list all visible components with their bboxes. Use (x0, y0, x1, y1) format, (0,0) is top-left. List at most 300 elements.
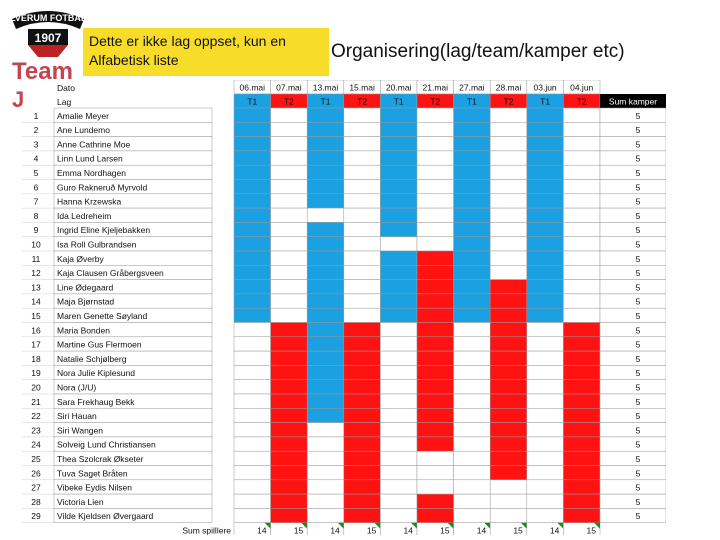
match-cell (454, 337, 491, 351)
match-cell (307, 122, 344, 136)
player-sum-cell (600, 494, 666, 508)
match-cell (344, 222, 381, 236)
player-sum: 5 (635, 511, 641, 522)
player-sum: 5 (635, 182, 641, 193)
player-sum: 5 (635, 411, 641, 422)
team-header-label: T2 (357, 96, 368, 107)
match-cell (307, 451, 344, 465)
match-cell (417, 408, 454, 422)
match-cell (234, 451, 271, 465)
match-cell (234, 394, 271, 408)
match-cell (344, 408, 381, 422)
player-name: Nora Julie Kiplesund (57, 368, 135, 379)
logo-year: 1907 (34, 31, 62, 45)
match-cell (234, 108, 271, 122)
match-cell (307, 137, 344, 151)
player-number: 1 (33, 110, 39, 121)
player-sum-cell (600, 151, 666, 165)
match-cell (271, 408, 308, 422)
match-cell (527, 251, 564, 265)
match-cell (380, 451, 417, 465)
match-cell (307, 408, 344, 422)
match-cell (380, 137, 417, 151)
match-cell (527, 308, 564, 322)
player-name: Martine Gus Flermoen (57, 339, 142, 350)
match-cell (454, 122, 491, 136)
match-cell (563, 394, 600, 408)
match-cell (563, 365, 600, 379)
match-cell (527, 508, 564, 522)
match-cell (490, 408, 527, 422)
team-header-label: T1 (393, 96, 404, 107)
logo-top-text: ELVERUM FOTBALL (6, 13, 90, 23)
player-sum-cell (600, 451, 666, 465)
match-cell (271, 137, 308, 151)
player-sum: 5 (635, 225, 641, 236)
date-header-15.mai: 15.mai (349, 82, 375, 93)
match-cell (344, 237, 381, 251)
match-cell (417, 180, 454, 194)
team-header-label: T2 (430, 96, 441, 107)
match-cell (307, 294, 344, 308)
match-cell (307, 280, 344, 294)
match-cell (344, 337, 381, 351)
match-cell (380, 294, 417, 308)
player-number: 24 (31, 439, 41, 450)
match-cell (380, 280, 417, 294)
match-cell (234, 508, 271, 522)
match-cell (380, 222, 417, 236)
match-cell (527, 337, 564, 351)
player-sum-cell (600, 408, 666, 422)
match-cell (234, 437, 271, 451)
match-cell (307, 351, 344, 365)
sum-players-label: Sum spilllere (182, 525, 231, 535)
match-cell (454, 437, 491, 451)
player-name: Sara Frekhaug Bekk (57, 396, 135, 407)
match-cell (454, 451, 491, 465)
match-cell (234, 308, 271, 322)
player-name: Hanna Krzewska (57, 196, 122, 207)
match-cell (563, 437, 600, 451)
total-value: 15 (513, 525, 523, 535)
match-cell (417, 208, 454, 222)
match-cell (563, 323, 600, 337)
match-cell (454, 351, 491, 365)
player-sum-cell (600, 437, 666, 451)
match-cell (527, 394, 564, 408)
match-cell (454, 466, 491, 480)
match-cell (344, 180, 381, 194)
match-cell (271, 251, 308, 265)
match-cell (417, 508, 454, 522)
match-cell (527, 323, 564, 337)
player-name: Isa Roll Gulbrandsen (57, 239, 137, 250)
match-cell (563, 165, 600, 179)
match-cell (271, 337, 308, 351)
match-cell (490, 494, 527, 508)
match-cell (417, 294, 454, 308)
match-cell (234, 494, 271, 508)
match-cell (563, 122, 600, 136)
match-cell (271, 394, 308, 408)
match-cell (344, 194, 381, 208)
match-cell (307, 165, 344, 179)
team-word: Team (12, 58, 73, 85)
match-cell (490, 165, 527, 179)
match-cell (344, 108, 381, 122)
player-sum-cell (600, 394, 666, 408)
player-name: Maren Genette Søyland (57, 311, 148, 321)
player-sum: 5 (635, 353, 641, 364)
player-sum-cell (600, 423, 666, 437)
player-sum-cell (600, 165, 666, 179)
date-header-28.mai: 28.mai (495, 82, 522, 93)
player-sum-cell (600, 351, 666, 365)
match-cell (234, 265, 271, 279)
player-name: Siri Wangen (57, 425, 103, 436)
match-cell (417, 351, 454, 365)
player-sum-cell (600, 280, 666, 294)
player-name: Ida Ledreheim (57, 210, 112, 221)
match-cell (454, 480, 491, 494)
match-cell (454, 380, 491, 394)
match-cell (344, 423, 381, 437)
match-cell (271, 194, 308, 208)
match-cell (234, 251, 271, 265)
match-cell (271, 180, 308, 194)
match-cell (307, 480, 344, 494)
match-cell (380, 408, 417, 422)
player-name: Ingrid Eline Kjeljebakken (57, 225, 151, 236)
match-cell (344, 480, 381, 494)
match-cell (563, 108, 600, 122)
match-cell (454, 323, 491, 337)
player-name: Victoria Lien (57, 496, 104, 507)
match-cell (307, 394, 344, 408)
match-cell (490, 451, 527, 465)
match-cell (380, 437, 417, 451)
match-cell (527, 494, 564, 508)
match-cell (344, 265, 381, 279)
match-cell (490, 137, 527, 151)
match-cell (380, 351, 417, 365)
match-cell (344, 294, 381, 308)
match-cell (563, 137, 600, 151)
match-cell (307, 251, 344, 265)
match-cell (271, 280, 308, 294)
match-cell (563, 194, 600, 208)
match-cell (344, 151, 381, 165)
player-name: Maria Bonden (57, 325, 110, 336)
match-cell (454, 308, 491, 322)
match-cell (563, 466, 600, 480)
match-cell (563, 351, 600, 365)
match-cell (307, 508, 344, 522)
match-cell (234, 466, 271, 480)
match-cell (490, 194, 527, 208)
match-cell (490, 394, 527, 408)
player-number: 14 (31, 296, 41, 307)
player-number: 7 (33, 196, 39, 207)
match-cell (307, 180, 344, 194)
match-cell (344, 380, 381, 394)
match-cell (234, 365, 271, 379)
match-cell (490, 108, 527, 122)
player-number: 22 (31, 411, 41, 422)
match-cell (490, 222, 527, 236)
total-value: 14 (330, 525, 340, 535)
date-header-20.mai: 20.mai (385, 82, 412, 93)
match-cell (271, 508, 308, 522)
match-cell (563, 265, 600, 279)
match-cell (380, 337, 417, 351)
match-cell (454, 394, 491, 408)
match-cell (490, 237, 527, 251)
match-cell (344, 308, 381, 322)
match-cell (380, 394, 417, 408)
match-cell (271, 151, 308, 165)
match-cell (344, 351, 381, 365)
team-second-line: J (12, 87, 25, 112)
match-cell (234, 380, 271, 394)
roster-spreadsheet (22, 80, 666, 535)
match-cell (527, 466, 564, 480)
slide-title: Organisering(lag/team/kamper etc) (331, 41, 625, 62)
match-cell (454, 108, 491, 122)
player-name: Vilde Kjeldsen Øvergaard (57, 511, 154, 522)
match-cell (563, 280, 600, 294)
player-sum: 5 (635, 311, 641, 321)
player-sum: 5 (635, 268, 641, 279)
player-sum-cell (600, 237, 666, 251)
match-cell (490, 265, 527, 279)
match-cell (307, 365, 344, 379)
player-sum: 5 (635, 425, 641, 436)
player-number: 26 (31, 468, 41, 479)
player-sum: 5 (635, 125, 641, 136)
match-cell (271, 351, 308, 365)
match-cell (307, 437, 344, 451)
player-name: Nora (J/U) (57, 382, 97, 393)
team-header-label: T2 (283, 96, 294, 107)
match-cell (454, 222, 491, 236)
match-cell (490, 466, 527, 480)
match-cell (527, 451, 564, 465)
match-cell (380, 365, 417, 379)
sum-header-label: Sum kamper (608, 96, 658, 107)
match-cell (417, 437, 454, 451)
match-cell (454, 508, 491, 522)
match-cell (563, 337, 600, 351)
player-number: 12 (31, 268, 41, 279)
match-cell (527, 180, 564, 194)
match-cell (490, 380, 527, 394)
match-cell (490, 337, 527, 351)
match-cell (307, 466, 344, 480)
total-value: 14 (476, 525, 487, 535)
match-cell (344, 165, 381, 179)
match-cell (527, 122, 564, 136)
match-cell (271, 480, 308, 494)
total-value: 15 (293, 525, 304, 535)
match-cell (490, 437, 527, 451)
player-sum: 5 (635, 139, 641, 150)
player-number: 13 (31, 282, 41, 293)
player-name: Siri Hauan (57, 411, 97, 422)
match-cell (344, 208, 381, 222)
player-sum: 5 (635, 396, 641, 407)
match-cell (417, 280, 454, 294)
total-value: 15 (366, 525, 377, 535)
match-cell (454, 137, 491, 151)
match-cell (380, 323, 417, 337)
club-logo (6, 5, 90, 59)
match-cell (344, 122, 381, 136)
match-cell (307, 208, 344, 222)
match-cell (271, 294, 308, 308)
match-cell (307, 194, 344, 208)
match-cell (380, 208, 417, 222)
match-cell (527, 408, 564, 422)
date-header-06.mai: 06.mai (239, 82, 266, 93)
player-number: 5 (33, 168, 39, 178)
match-cell (417, 122, 454, 136)
match-cell (234, 480, 271, 494)
match-cell (380, 494, 417, 508)
player-number: 2 (33, 125, 39, 136)
match-cell (454, 423, 491, 437)
player-number: 28 (31, 496, 41, 507)
date-header-04.jun: 04.jun (570, 82, 594, 93)
match-cell (527, 280, 564, 294)
match-cell (454, 194, 491, 208)
player-sum-cell (600, 265, 666, 279)
callout-line-1: Dette er ikke lag oppset, kun en (89, 33, 286, 49)
player-sum: 5 (635, 368, 641, 379)
match-cell (527, 165, 564, 179)
match-cell (271, 208, 308, 222)
match-cell (417, 137, 454, 151)
team-header-label: T2 (576, 96, 587, 107)
match-cell (417, 337, 454, 351)
match-cell (417, 380, 454, 394)
player-sum-cell (600, 222, 666, 236)
match-cell (271, 165, 308, 179)
player-name: Emma Nordhagen (57, 168, 126, 178)
match-cell (344, 251, 381, 265)
match-cell (490, 180, 527, 194)
date-header-07.mai: 07.mai (276, 82, 302, 93)
match-cell (490, 280, 527, 294)
player-name: Natalie Schjølberg (57, 353, 127, 364)
player-number: 29 (31, 511, 41, 522)
player-number: 19 (31, 368, 41, 379)
match-cell (490, 423, 527, 437)
match-cell (454, 365, 491, 379)
match-cell (563, 251, 600, 265)
player-sum-cell (600, 365, 666, 379)
match-cell (527, 265, 564, 279)
match-cell (454, 280, 491, 294)
player-number: 16 (31, 325, 41, 336)
match-cell (454, 237, 491, 251)
player-sum: 5 (635, 110, 641, 121)
player-name: Solveig Lund Christiansen (57, 439, 156, 450)
match-cell (234, 180, 271, 194)
player-name: Thea Szolcrak Økseter (57, 454, 144, 464)
match-cell (344, 365, 381, 379)
match-cell (380, 508, 417, 522)
match-cell (307, 222, 344, 236)
player-name: Vibeke Eydis Nilsen (57, 482, 132, 493)
match-cell (527, 222, 564, 236)
player-sum: 5 (635, 339, 641, 350)
match-cell (271, 466, 308, 480)
player-sum-cell (600, 194, 666, 208)
player-sum-cell (600, 137, 666, 151)
date-header-21.mai: 21.mai (422, 82, 449, 93)
match-cell (234, 323, 271, 337)
match-cell (490, 508, 527, 522)
match-cell (527, 237, 564, 251)
player-number: 10 (31, 239, 41, 250)
match-cell (417, 108, 454, 122)
match-cell (417, 423, 454, 437)
player-name: Linn Lund Larsen (57, 153, 123, 164)
player-sum-cell (600, 323, 666, 337)
player-name: Kaja Clausen Gråbergsveen (57, 268, 164, 279)
match-cell (417, 251, 454, 265)
match-cell (380, 251, 417, 265)
match-cell (527, 137, 564, 151)
player-sum-cell (600, 208, 666, 222)
match-cell (563, 222, 600, 236)
match-cell (380, 308, 417, 322)
match-cell (307, 151, 344, 165)
player-sum: 5 (635, 496, 641, 507)
player-sum-cell (600, 337, 666, 351)
match-cell (380, 237, 417, 251)
label-dato: Dato (57, 83, 75, 93)
player-number: 8 (33, 210, 39, 221)
player-number: 9 (33, 225, 39, 236)
callout-line-2: Alfabetisk liste (89, 52, 179, 68)
player-sum: 5 (635, 382, 641, 393)
team-header-label: T1 (320, 96, 331, 107)
player-number: 6 (33, 182, 39, 193)
match-cell (417, 265, 454, 279)
match-cell (454, 151, 491, 165)
match-cell (380, 108, 417, 122)
match-cell (527, 351, 564, 365)
match-cell (234, 208, 271, 222)
match-cell (380, 194, 417, 208)
player-sum: 5 (635, 439, 641, 450)
player-number: 3 (33, 139, 39, 150)
player-name: Kaja Øverby (57, 253, 104, 264)
match-cell (307, 108, 344, 122)
match-cell (563, 480, 600, 494)
match-cell (563, 408, 600, 422)
match-cell (234, 194, 271, 208)
match-cell (307, 265, 344, 279)
team-header-label: T2 (503, 96, 514, 107)
player-number: 25 (31, 454, 41, 464)
match-cell (234, 237, 271, 251)
match-cell (380, 151, 417, 165)
match-cell (307, 494, 344, 508)
